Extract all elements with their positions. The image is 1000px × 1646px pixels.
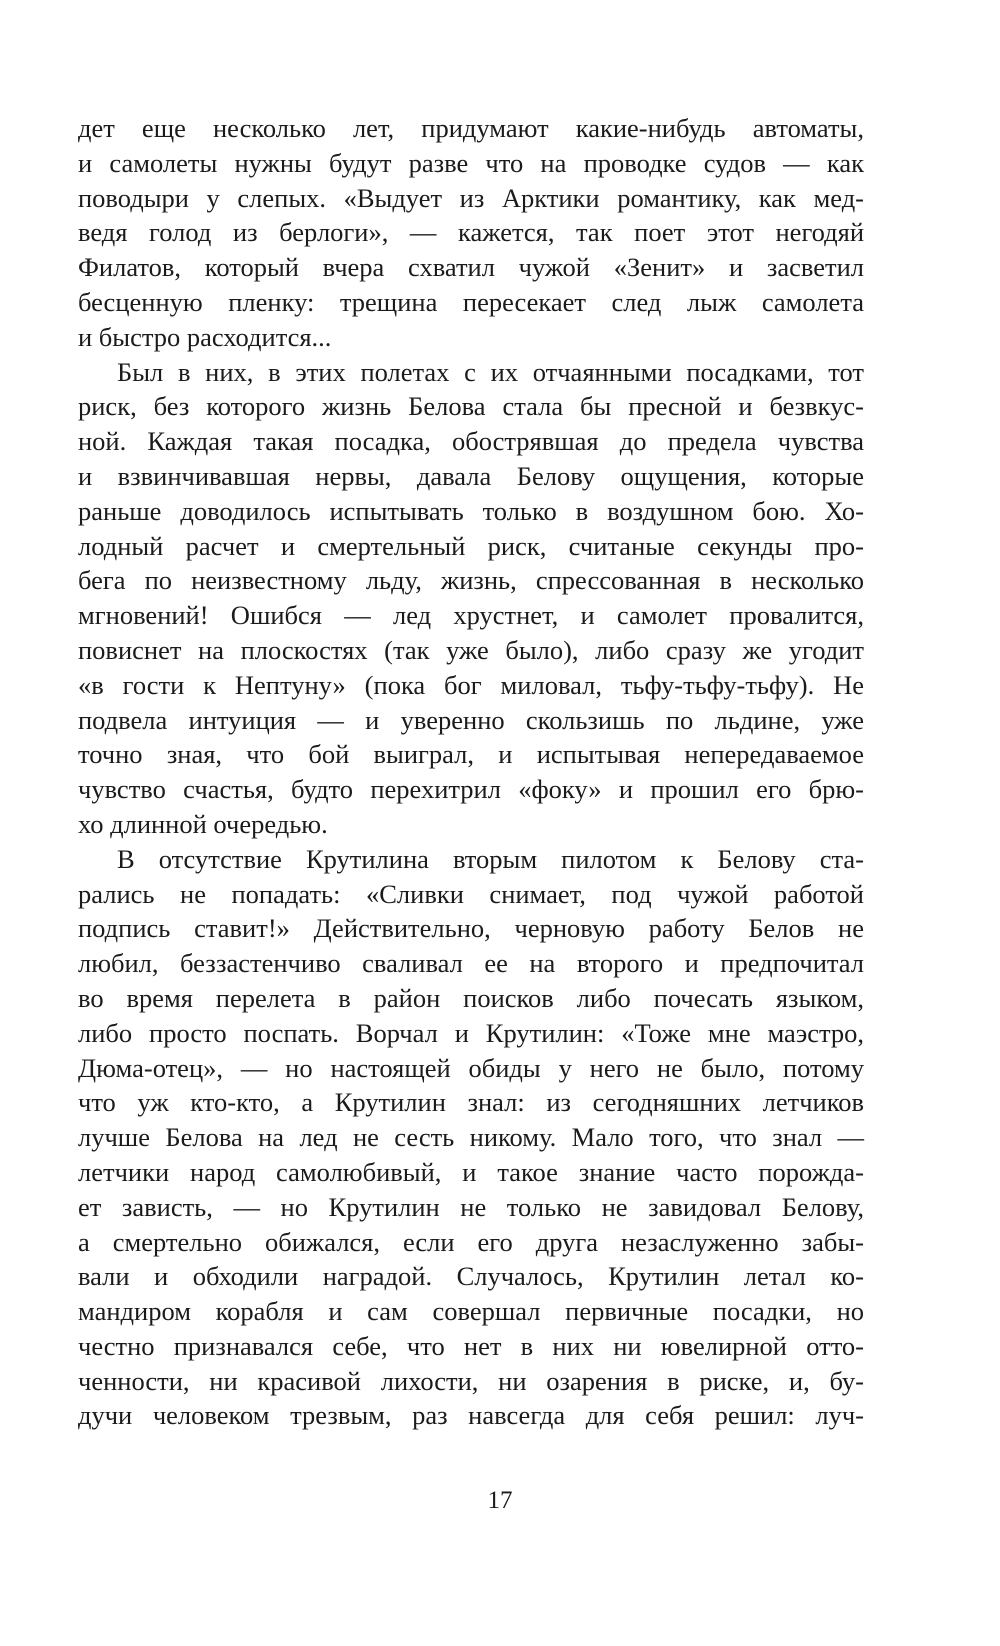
text-line: повиснет на плоскостях (так уже было), либо сразу же угодит xyxy=(78,634,864,665)
text-line: риск, без которого жизнь Белова стала бы пресной и безвкус- xyxy=(78,391,864,422)
text-line: ной. Каждая такая посадка, обострявшая до предела чувства xyxy=(78,426,864,457)
text-line: летчики народ самолюбивый, и такое знание часто порожда- xyxy=(78,1156,864,1187)
text-line: любил, беззастенчиво сваливал ее на второго и предпочитал xyxy=(78,948,864,979)
text-line: а смертельно обижался, если его друга незаслуженно забы- xyxy=(78,1226,864,1257)
text-line: честно признавался себе, что нет в них ни ювелирной отто- xyxy=(78,1330,864,1361)
text-line: хо длинной очередью. xyxy=(78,808,328,839)
text-line: Был в них, в этих полетах с их отчаянными посадками, тот xyxy=(117,356,864,387)
text-line: либо просто поспать. Ворчал и Крутилин: «Тоже мне маэстро, xyxy=(78,1017,864,1048)
text-line: и быстро расходится... xyxy=(78,321,332,352)
text-line: лучше Белова на лед не сесть никому. Мало того, что знал — xyxy=(78,1122,864,1153)
text-line: дет еще несколько лет, придумают какие-нибудь автоматы, xyxy=(78,113,864,143)
text-line: вали и обходили наградой. Случалось, Крутилин летал ко- xyxy=(78,1261,864,1292)
text-line: ет зависть, — но Крутилин не только не завидовал Белову, xyxy=(78,1191,864,1222)
text-line: мгновений! Ошибся — лед хрустнет, и самолет провалится, xyxy=(78,600,864,631)
text-line: поводыри у слепых. «Выдует из Арктики романтику, как мед- xyxy=(78,182,864,213)
text-line: дучи человеком трезвым, раз навсегда для себя решил: луч- xyxy=(78,1400,864,1431)
text-line: подвела интуиция — и уверенно скользишь по льдине, уже xyxy=(78,704,864,735)
text-line: ченности, ни красивой лихости, ни озарения в риске, и, бу- xyxy=(78,1365,864,1396)
text-line: мандиром корабля и сам совершал первичные посадки, но xyxy=(78,1296,864,1327)
text-line: Дюма-отец», — но настоящей обиды у него не было, потому xyxy=(78,1052,864,1083)
text-line: чувство счастья, будто перехитрил «фоку» и прошил его брю- xyxy=(78,774,864,805)
text-line: что уж кто-кто, а Крутилин знал: из сегодняшних летчиков xyxy=(78,1087,864,1118)
text-line: рались не попадать: «Сливки снимает, под чужой работой xyxy=(78,878,864,909)
text-line: и самолеты нужны будут разве что на проводке судов — как xyxy=(78,147,864,178)
text-line: ведя голод из берлоги», — кажется, так поет этот негодяй xyxy=(78,217,864,248)
text-line: бесценную пленку: трещина пересекает след лыж самолета xyxy=(78,286,864,317)
text-line: точно зная, что бой выиграл, и испытывая непередаваемое xyxy=(78,739,864,770)
page-number: 17 xyxy=(487,1487,513,1514)
body-text xyxy=(78,111,864,1433)
text-line: бега по неизвестному льду, жизнь, спрессованная в несколько xyxy=(78,565,864,596)
text-line: раньше доводилось испытывать только в воздушном бою. Хо- xyxy=(78,495,864,526)
text-line: подпись ставит!» Действительно, черновую работу Белов не xyxy=(78,913,864,944)
text-line: Филатов, который вчера схватил чужой «Зенит» и засветил xyxy=(78,252,864,283)
text-line: во время перелета в район поисков либо почесать языком, xyxy=(78,982,864,1013)
text-line: лодный расчет и смертельный риск, считаные секунды про- xyxy=(78,530,864,561)
text-line: «в гости к Нептуну» (пока бог миловал, тьфу-тьфу-тьфу). Не xyxy=(78,669,864,700)
text-line: В отсутствие Крутилина вторым пилотом к Белову ста- xyxy=(117,843,864,874)
text-line: и взвинчивавшая нервы, давала Белову ощущения, которые xyxy=(78,460,864,491)
